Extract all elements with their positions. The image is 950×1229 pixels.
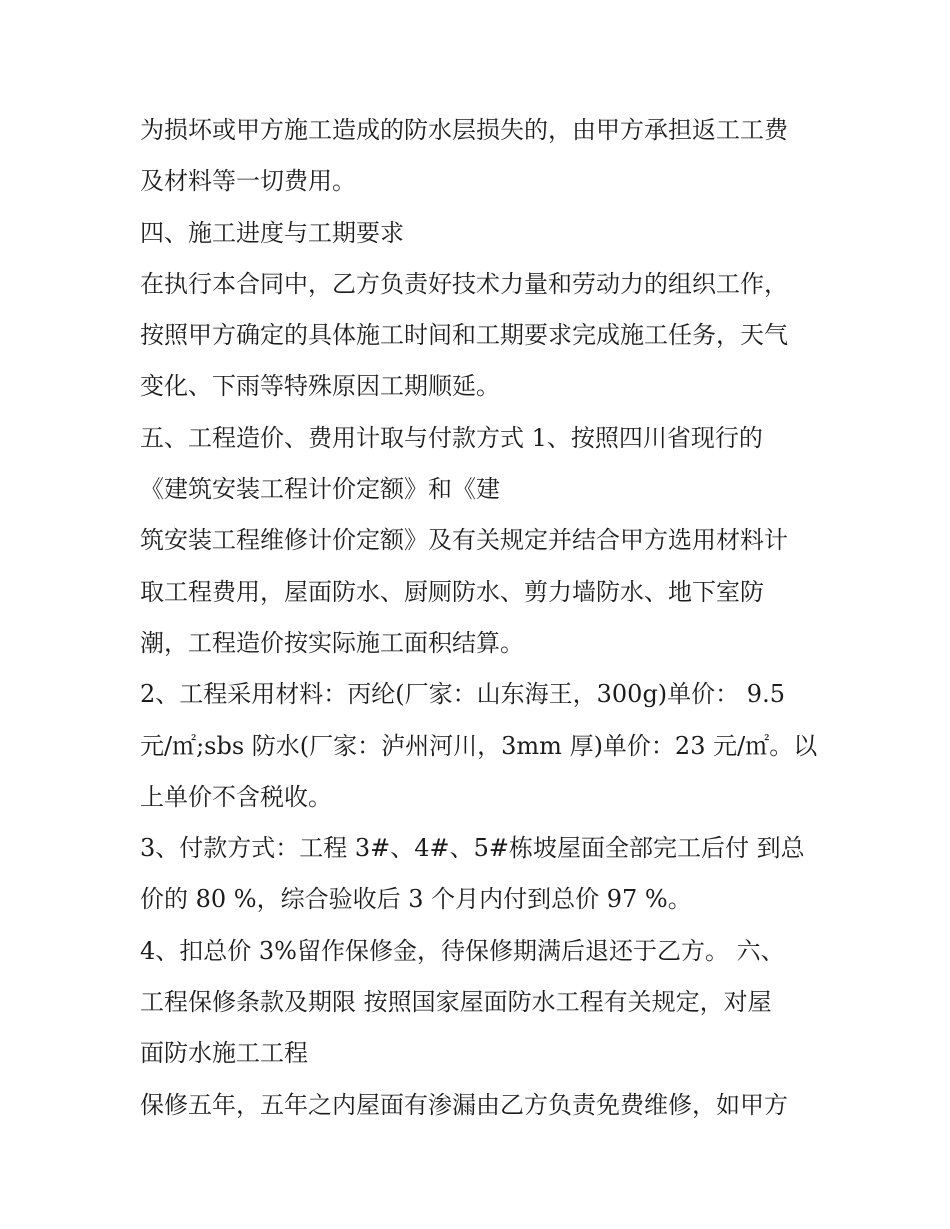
text-line: 工程保修条款及期限 按照国家屋面防水工程有关规定，对屋 [140, 988, 772, 1017]
document-body [140, 105, 830, 1131]
text-line: 4、扣总价 3%留作保修金，待保修期满后退还于乙方。 六、 [140, 936, 785, 965]
text-line: 及材料等一切费用。 [140, 167, 356, 196]
text-line: 价的 80 %，综合验收后 3 个月内付到总价 97 %。 [140, 885, 692, 914]
text-line: 《建筑安装工程计价定额》和《建 [140, 475, 500, 504]
section-heading: 四、施工进度与工期要求 [140, 218, 404, 247]
text-line: 元/㎡;sbs 防水(厂家：泸州河川，3mm 厚)单价：23 元/㎡。以 [140, 731, 818, 760]
section-heading: 五、工程造价、费用计取与付款方式 1、按照四川省现行的 [140, 423, 763, 452]
text-line: 取工程费用，屋面防水、厨厕防水、剪力墙防水、地下室防 [140, 577, 764, 606]
text-line: 潮，工程造价按实际施工面积结算。 [140, 628, 524, 657]
text-line: 2、工程采用材料：丙纶(厂家：山东海王，300g)单价： 9.5 [140, 680, 785, 709]
text-line: 保修五年，五年之内屋面有渗漏由乙方负责免费维修，如甲方 [140, 1090, 788, 1119]
text-line: 在执行本合同中，乙方负责好技术力量和劳动力的组织工作， [140, 269, 788, 298]
text-line: 为损坏或甲方施工造成的防水层损失的，由甲方承担返工工费 [140, 116, 788, 144]
text-line: 变化、下雨等特殊原因工期顺延。 [140, 372, 500, 401]
text-line: 上单价不含税收。 [140, 782, 332, 811]
text-line: 3、付款方式：工程 3#、4#、5#栋坡屋面全部完工后付 到总 [140, 834, 805, 863]
text-line: 按照甲方确定的具体施工时间和工期要求完成施工任务，天气 [140, 321, 788, 350]
text-line: 筑安装工程维修计价定额》及有关规定并结合甲方选用材料计 [140, 526, 788, 555]
text-line: 面防水施工工程 [140, 1039, 308, 1068]
